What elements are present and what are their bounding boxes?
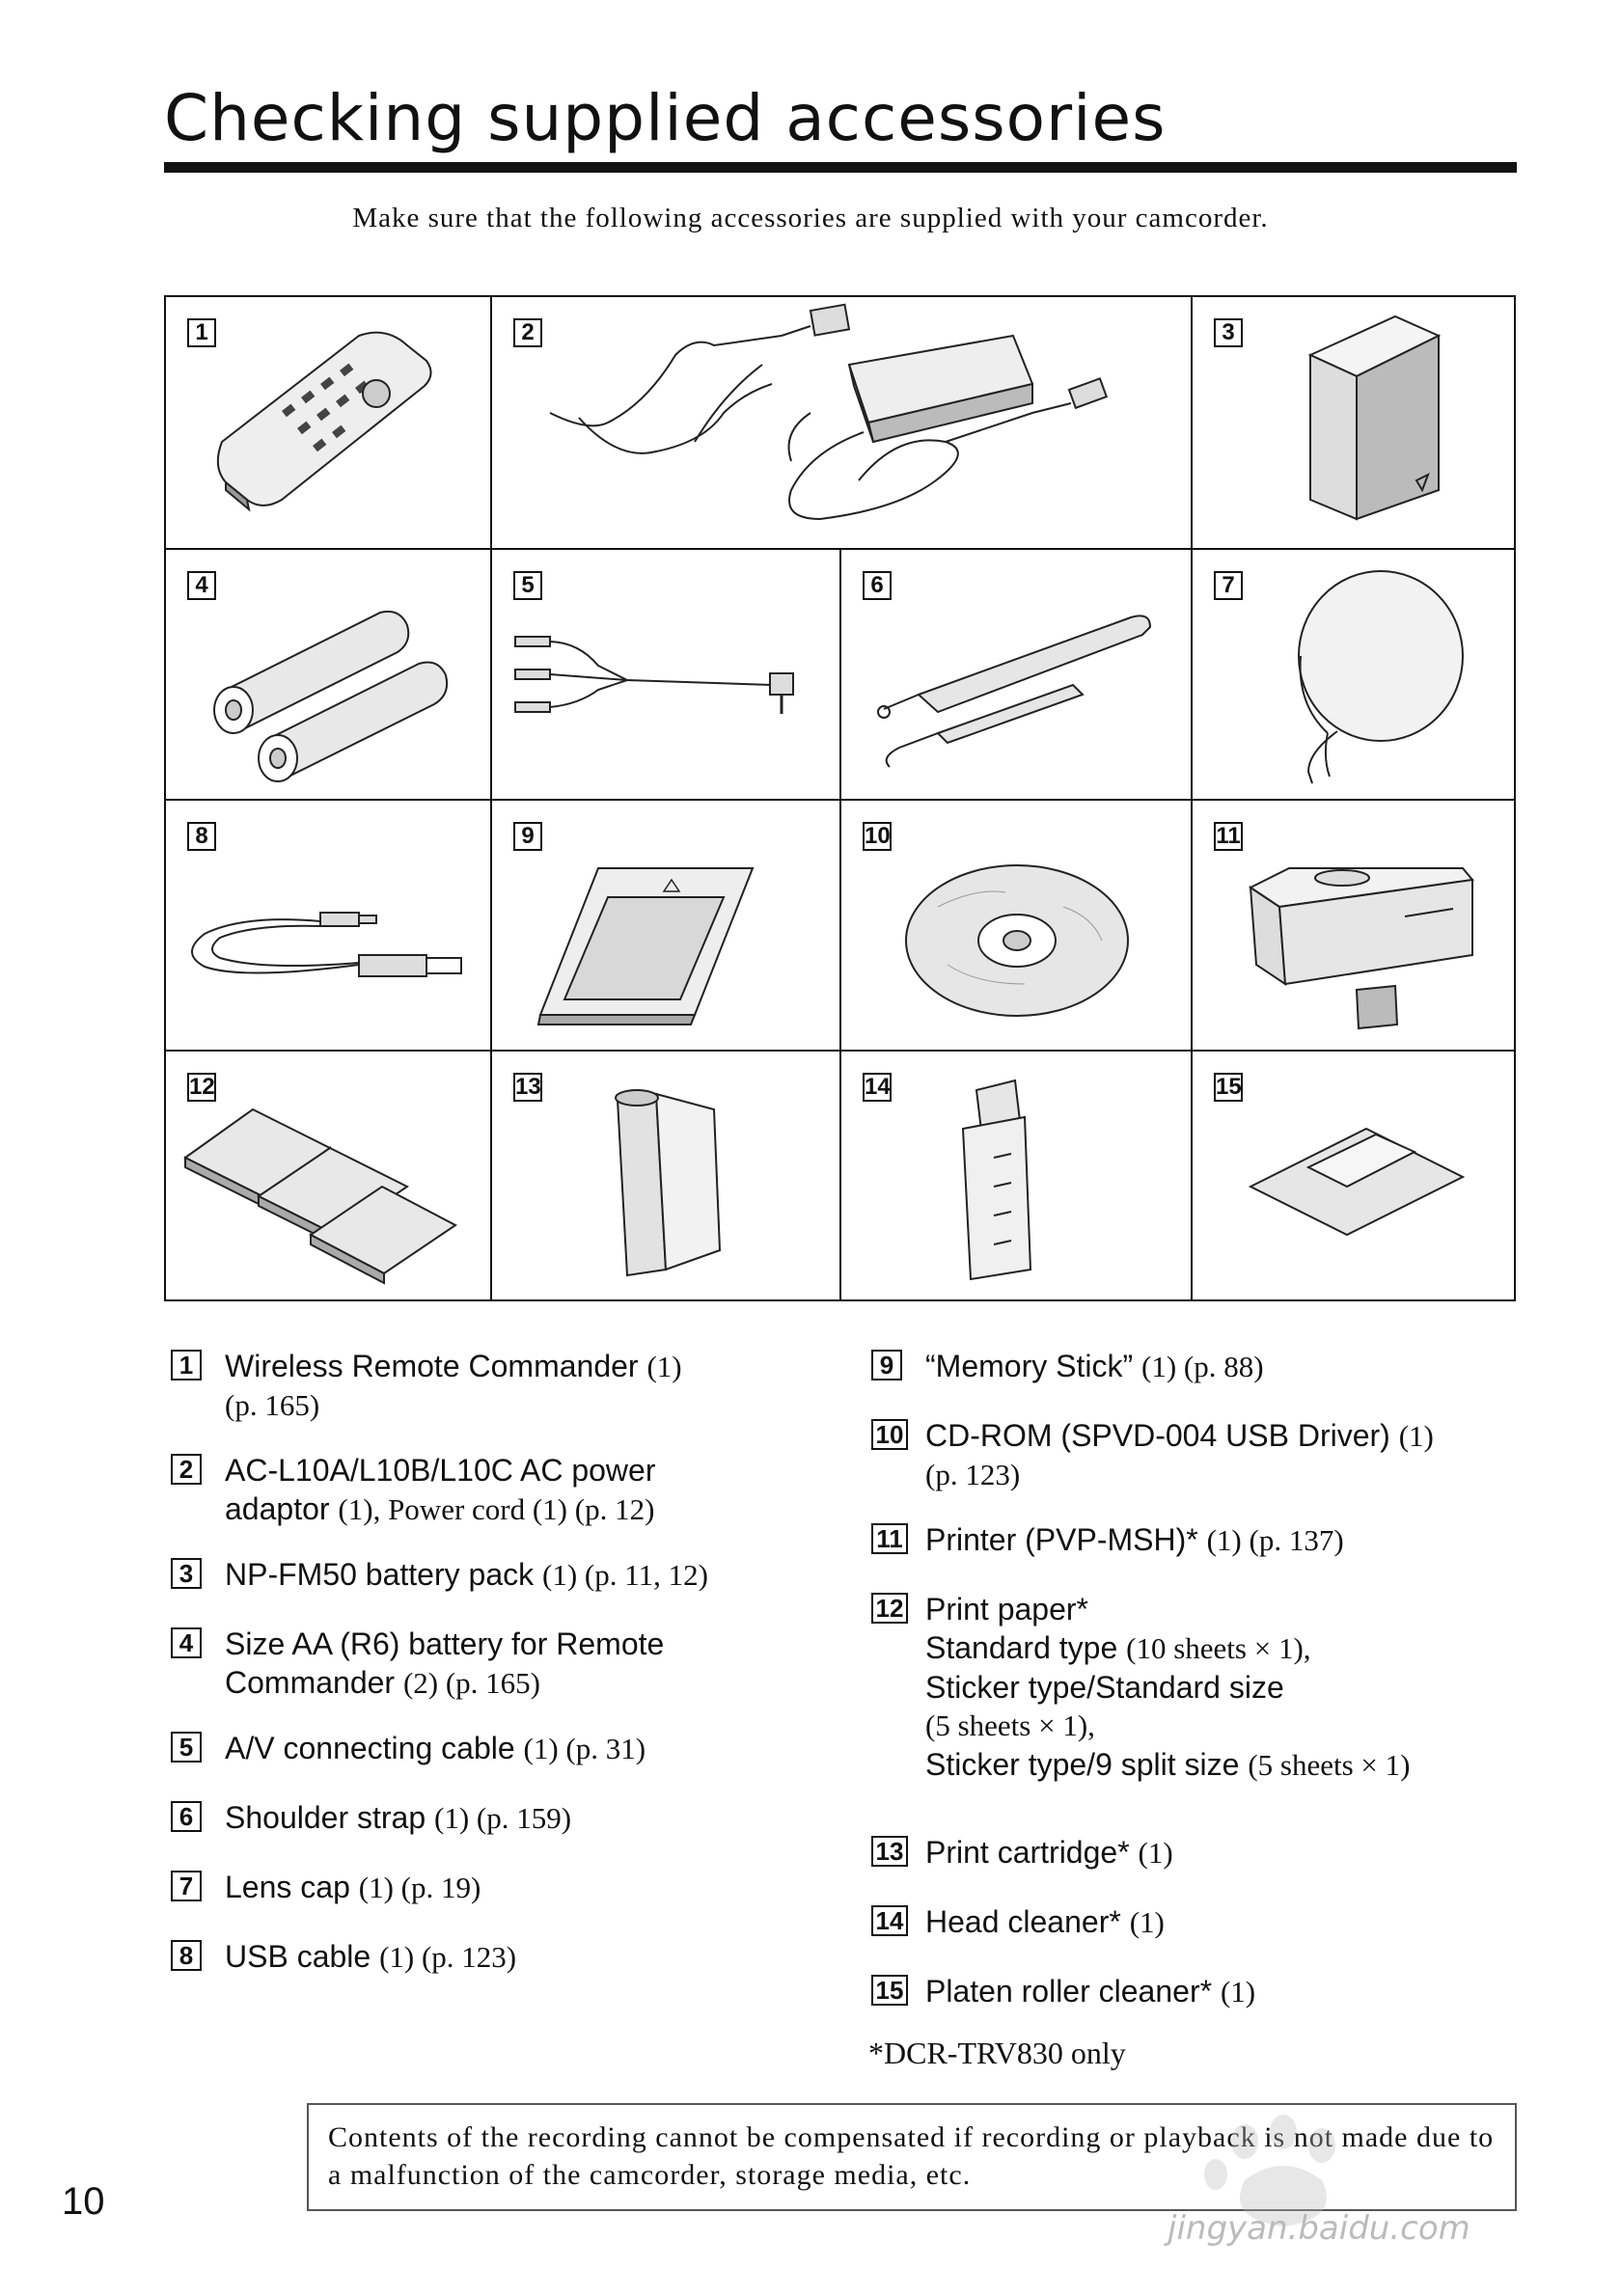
- item-detail: (1): [646, 1350, 682, 1383]
- item-name: Lens cap: [225, 1870, 350, 1904]
- item-detail: (1) (p. 159): [434, 1801, 572, 1835]
- item-name: Shoulder strap: [225, 1800, 426, 1835]
- item-detail: (1) (p. 19): [358, 1871, 481, 1904]
- grid-cell-head-cleaner: [841, 1052, 1193, 1301]
- item-name: NP-FM50 battery pack: [225, 1557, 535, 1592]
- item-name: Wireless Remote Commander: [225, 1349, 639, 1383]
- grid-cell-print-cartridge: [492, 1052, 841, 1301]
- intro-text: Make sure that the following accessories are supplied with your camcorder.: [352, 203, 1269, 233]
- footnote: *DCR-TRV830 only: [868, 2036, 1126, 2070]
- item-name: Platen roller cleaner*: [925, 1974, 1213, 2009]
- grid-cell-print-paper: [166, 1052, 492, 1301]
- grid-cell-aa-batteries: [166, 550, 492, 801]
- cell-number: 9: [513, 822, 542, 851]
- grid-cell-shoulder-strap: [841, 550, 1193, 801]
- watermark-url: jingyan.baidu.com: [1168, 2209, 1470, 2248]
- cell-number: 15: [1216, 1074, 1242, 1100]
- item-number: 2: [171, 1454, 202, 1485]
- item-number: 6: [171, 1801, 202, 1832]
- item-detail: (1): [1138, 1836, 1173, 1870]
- remote-commander-illustration: [166, 297, 492, 550]
- item-name: CD-ROM (SPVD-004 USB Driver): [925, 1418, 1390, 1453]
- accessories-grid: [164, 295, 1516, 1301]
- grid-cell-av-cable: [492, 550, 841, 801]
- item-name: Commander: [225, 1665, 396, 1700]
- item-number: 9: [871, 1350, 902, 1380]
- item-number: 8: [171, 1940, 202, 1971]
- item-detail: (1): [1220, 1975, 1256, 2009]
- cell-number: 2: [513, 318, 542, 347]
- aa-batteries-illustration: [166, 550, 492, 801]
- item-name: Print cartridge*: [925, 1835, 1130, 1870]
- item-name: USB cable: [225, 1939, 371, 1974]
- item-detail: (1) (p. 123): [379, 1940, 517, 1974]
- item-number: 11: [871, 1523, 908, 1554]
- grid-cell-lens-cap: [1193, 550, 1516, 801]
- item-name: Head cleaner*: [925, 1904, 1121, 1939]
- cell-number: 1: [187, 318, 216, 347]
- cell-number: 7: [1214, 571, 1243, 600]
- page-number: 10: [62, 2180, 105, 2223]
- platen-cleaner-illustration: [1193, 1052, 1516, 1301]
- grid-cell-remote: [166, 297, 492, 550]
- item-name: Sticker type/9 split size: [925, 1747, 1240, 1782]
- item-name: Sticker type/Standard size: [925, 1670, 1284, 1705]
- item-detail: (5 sheets × 1),: [925, 1708, 1095, 1742]
- item-detail: (1), Power cord (1) (p. 12): [338, 1492, 655, 1526]
- item-detail: (5 sheets × 1): [1248, 1748, 1411, 1782]
- item-detail: (10 sheets × 1),: [1126, 1631, 1311, 1665]
- cell-number: 8: [187, 822, 216, 851]
- av-cable-illustration: [492, 550, 841, 801]
- cell-number: 14: [865, 1074, 891, 1100]
- item-name: “Memory Stick”: [925, 1349, 1134, 1383]
- battery-pack-illustration: [1193, 297, 1516, 550]
- memory-stick-illustration: [492, 801, 841, 1052]
- item-detail: (1) (p. 11, 12): [542, 1558, 708, 1592]
- print-paper-illustration: [166, 1052, 492, 1301]
- cell-number: 5: [513, 571, 542, 600]
- lens-cap-illustration: [1193, 550, 1516, 801]
- grid-cell-ac-adaptor: [492, 297, 1193, 550]
- item-name: A/V connecting cable: [225, 1731, 515, 1765]
- cell-number: 10: [865, 823, 891, 849]
- ac-adaptor-illustration: [492, 297, 1193, 550]
- cell-number: 12: [189, 1074, 215, 1100]
- grid-cell-cd-rom: [841, 801, 1193, 1052]
- item-number: 3: [171, 1558, 202, 1589]
- cell-number: 6: [863, 571, 892, 600]
- item-detail: (1) (p. 31): [523, 1732, 646, 1765]
- item-name: Print paper*: [925, 1592, 1088, 1626]
- grid-cell-memory-stick: [492, 801, 841, 1052]
- item-detail: (2) (p. 165): [402, 1666, 540, 1700]
- title-rule: [164, 162, 1517, 173]
- caution-box: Contents of the recording cannot be compensated if recording or playback is not made due to a malfunction of the camcorder, storage media, etc.: [307, 2103, 1517, 2211]
- item-detail: (1) (p. 137): [1206, 1523, 1344, 1557]
- usb-cable-illustration: [166, 801, 492, 1052]
- item-number: 14: [871, 1905, 908, 1936]
- cd-rom-illustration: [841, 801, 1193, 1052]
- item-number: 1: [171, 1350, 202, 1380]
- grid-cell-printer: [1193, 801, 1516, 1052]
- grid-cell-platen-cleaner: [1193, 1052, 1516, 1301]
- item-name: Printer (PVP-MSH)*: [925, 1522, 1198, 1557]
- item-name: Size AA (R6) battery for Remote: [225, 1626, 665, 1661]
- item-number: 12: [871, 1593, 908, 1624]
- grid-cell-usb-cable: [166, 801, 492, 1052]
- item-number: 5: [171, 1732, 202, 1763]
- cell-number: 13: [515, 1074, 541, 1100]
- print-cartridge-illustration: [492, 1052, 841, 1301]
- item-name: Standard type: [925, 1630, 1118, 1665]
- cell-number: 3: [1214, 318, 1243, 347]
- item-number: 13: [871, 1836, 908, 1867]
- page-title: Checking supplied accessories: [164, 81, 1167, 155]
- item-number: 7: [171, 1871, 202, 1901]
- item-detail: (1): [1129, 1905, 1165, 1939]
- item-detail: (1) (p. 88): [1141, 1350, 1264, 1383]
- item-number: 4: [171, 1627, 202, 1658]
- shoulder-strap-illustration: [841, 550, 1193, 801]
- item-detail: (1): [1398, 1419, 1434, 1453]
- item-number: 15: [871, 1975, 908, 2006]
- item-detail: (p. 165): [225, 1388, 320, 1422]
- item-name: adaptor: [225, 1491, 330, 1526]
- item-detail: (p. 123): [925, 1458, 1021, 1491]
- cell-number: 4: [187, 571, 216, 600]
- printer-illustration: [1193, 801, 1516, 1052]
- head-cleaner-illustration: [841, 1052, 1193, 1301]
- item-number: 10: [871, 1419, 908, 1450]
- grid-cell-battery-pack: [1193, 297, 1516, 550]
- item-name: AC-L10A/L10B/L10C AC power: [225, 1453, 656, 1488]
- cell-number: 11: [1214, 822, 1243, 851]
